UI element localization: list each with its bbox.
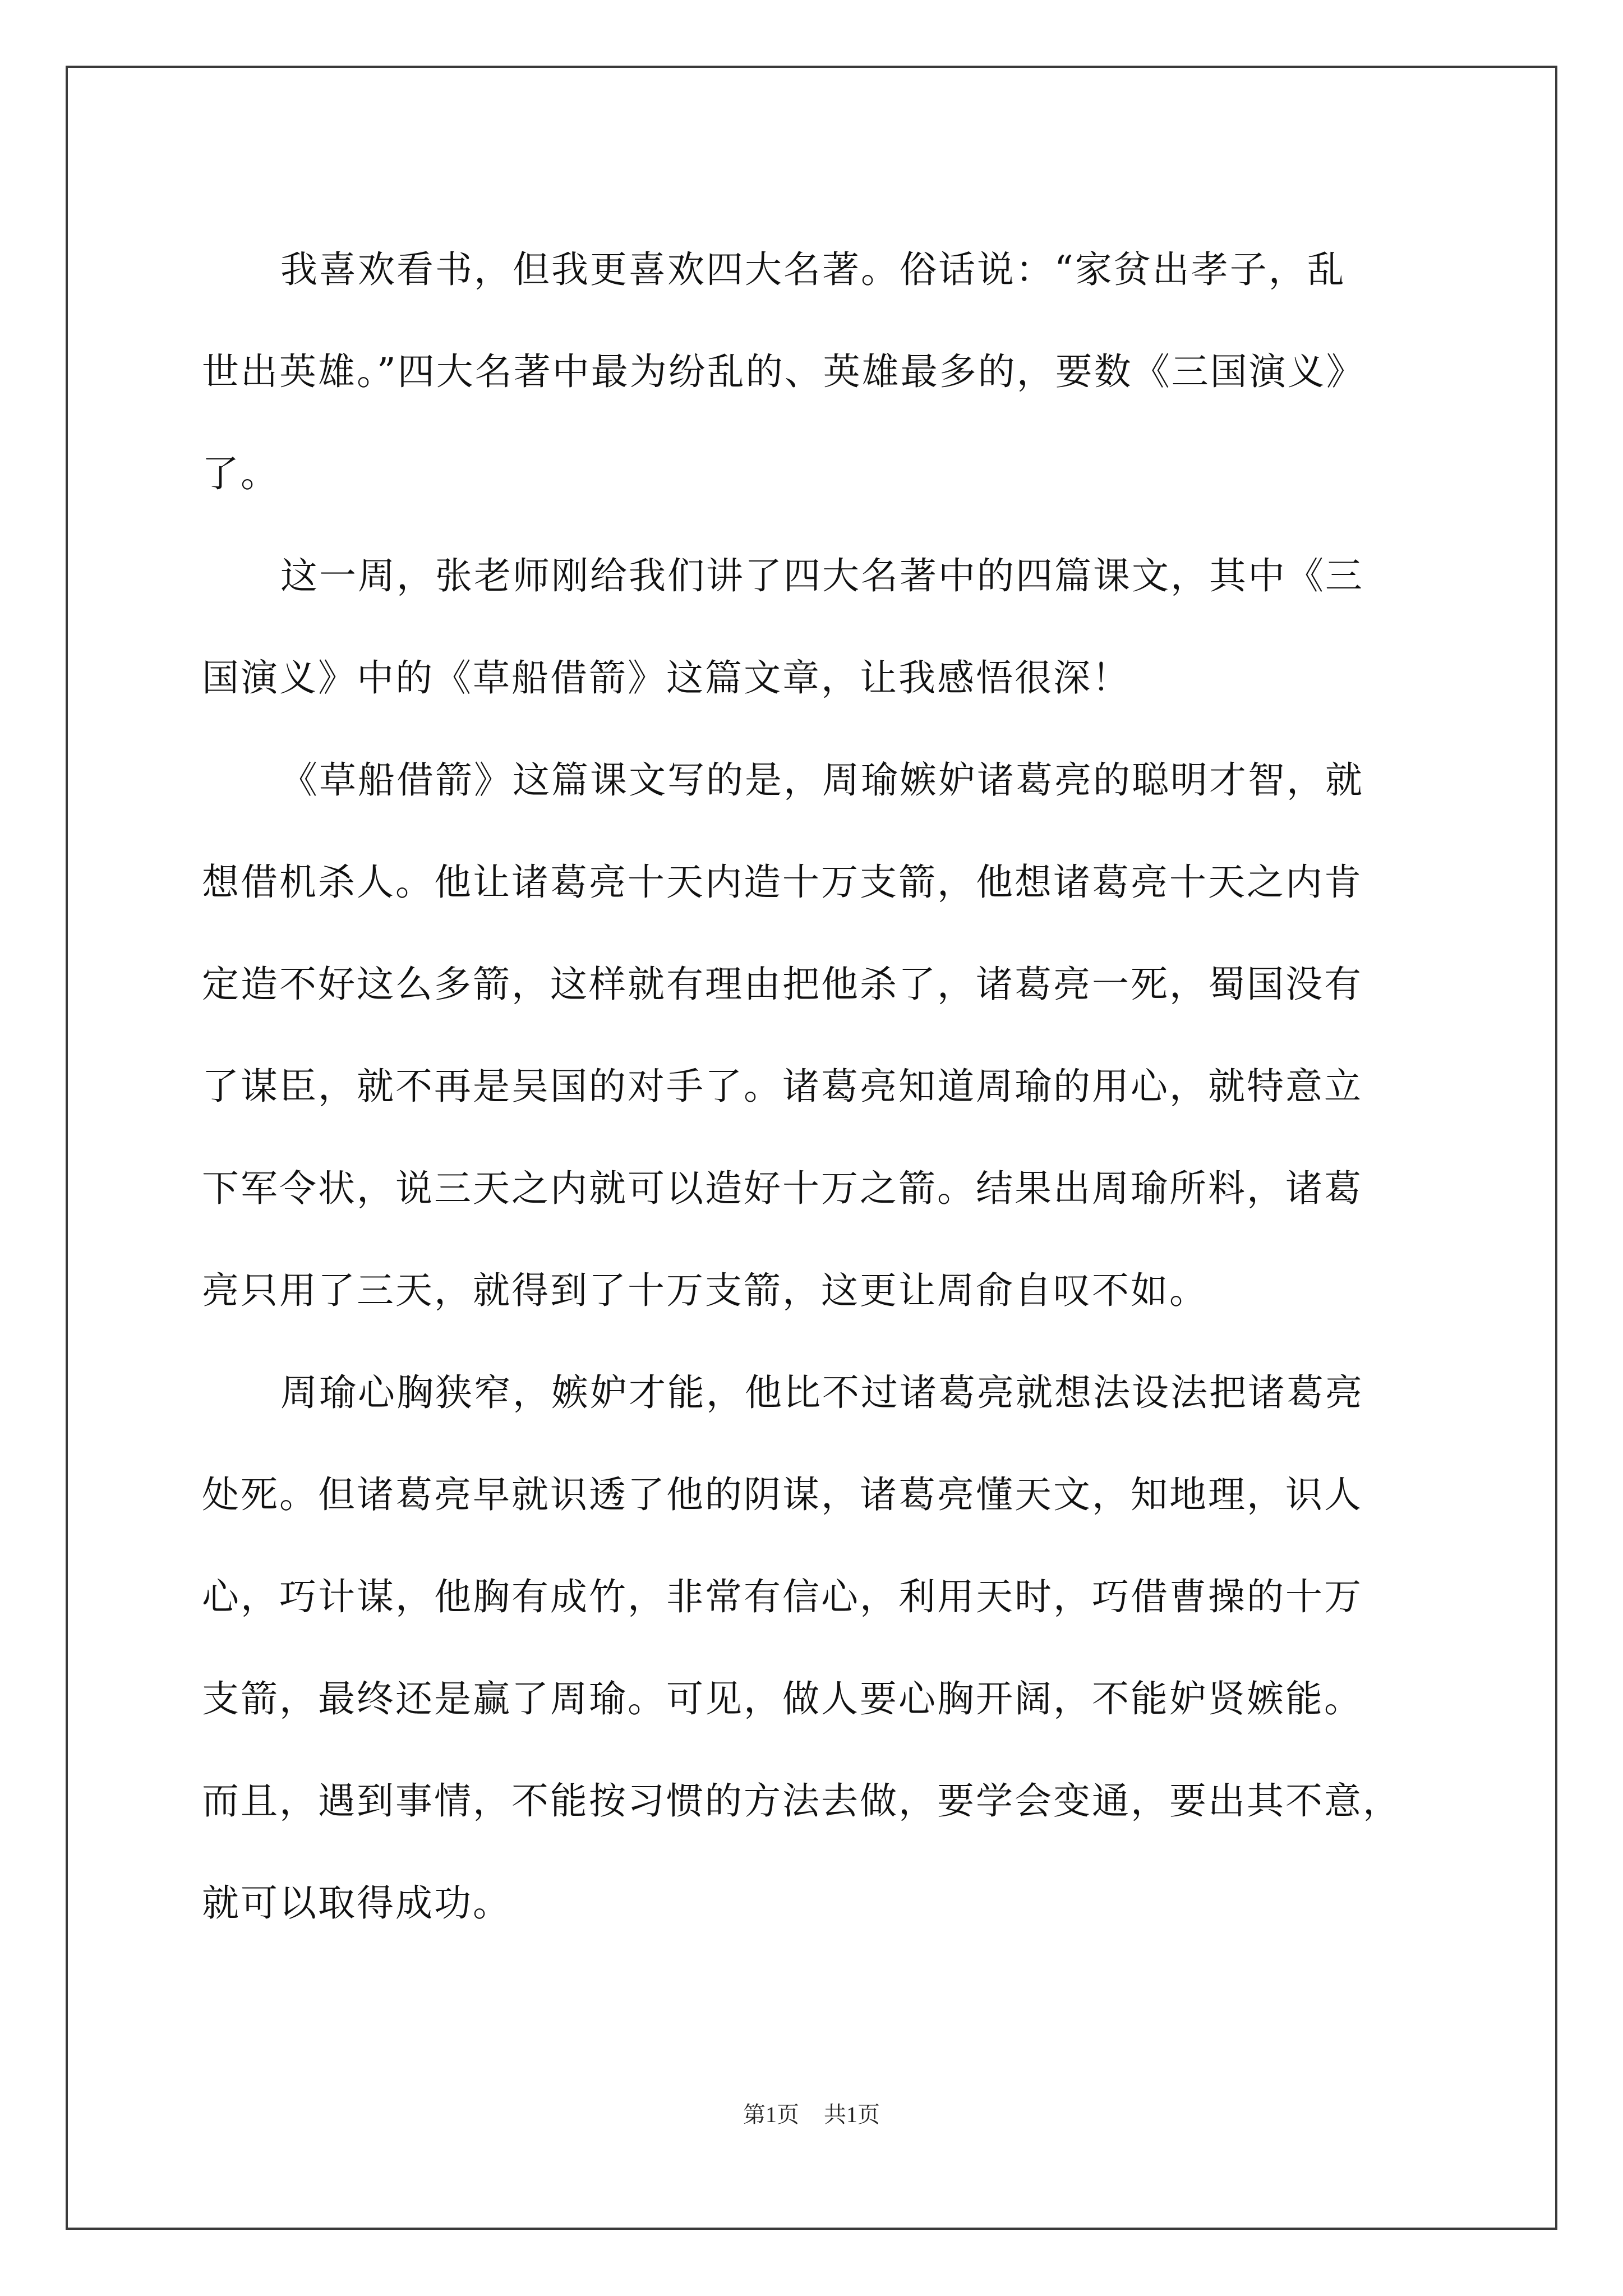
paragraph-4: [202, 1342, 1436, 1954]
text-line: 定造不好这么多箭，这样就有理由把他杀了，诸葛亮一死，蜀国没有: [202, 963, 1363, 1006]
text-line: 这一周，张老师刚给我们讲了四大名著中的四篇课文，其中《三: [280, 554, 1364, 597]
text-line: 《草船借箭》这篇课文写的是，周瑜嫉妒诸葛亮的聪明才智，就: [280, 758, 1364, 802]
paragraph-3: [202, 729, 1436, 1342]
page-footer: [0, 2098, 1623, 2132]
paragraph-2: [202, 525, 1436, 729]
text-line: 就可以取得成功。: [202, 1881, 511, 1925]
page-number: 第1页: [743, 2102, 799, 2127]
paragraph-1: [202, 219, 1436, 525]
text-line: 世出英雄。”四大名著中最为纷乱的、英雄最多的，要数《三国演义》: [202, 350, 1365, 393]
text-line: 我喜欢看书，但我更喜欢四大名著。俗话说：“家贫出孝子，乱: [280, 248, 1346, 291]
text-line: 了谋臣，就不再是吴国的对手了。诸葛亮知道周瑜的用心，就特意立: [202, 1065, 1363, 1108]
page-total: 共1页: [824, 2102, 880, 2127]
text-line: 周瑜心胸狭窄，嫉妒才能，他比不过诸葛亮就想法设法把诸葛亮: [280, 1371, 1364, 1414]
text-line: 亮只用了三天，就得到了十万支箭，这更让周俞自叹不如。: [202, 1269, 1208, 1312]
document-body: [202, 219, 1436, 1954]
text-line: 支箭，最终还是赢了周瑜。可见，做人要心胸开阔，不能妒贤嫉能。: [202, 1677, 1363, 1720]
text-line: 而且，遇到事情，不能按习惯的方法去做，要学会变通，要出其不意，: [202, 1779, 1401, 1823]
text-line: 了。: [202, 452, 279, 495]
text-line: 心，巧计谋，他胸有成竹，非常有信心，利用天时，巧借曹操的十万: [202, 1575, 1363, 1618]
text-line: 国演义》中的《草船借箭》这篇文章，让我感悟很深！: [202, 656, 1131, 700]
text-line: 想借机杀人。他让诸葛亮十天内造十万支箭，他想诸葛亮十天之内肯: [202, 861, 1363, 904]
text-line: 处死。但诸葛亮早就识透了他的阴谋，诸葛亮懂天文，知地理，识人: [202, 1473, 1363, 1516]
text-line: 下军令状，说三天之内就可以造好十万之箭。结果出周瑜所料，诸葛: [202, 1167, 1363, 1210]
